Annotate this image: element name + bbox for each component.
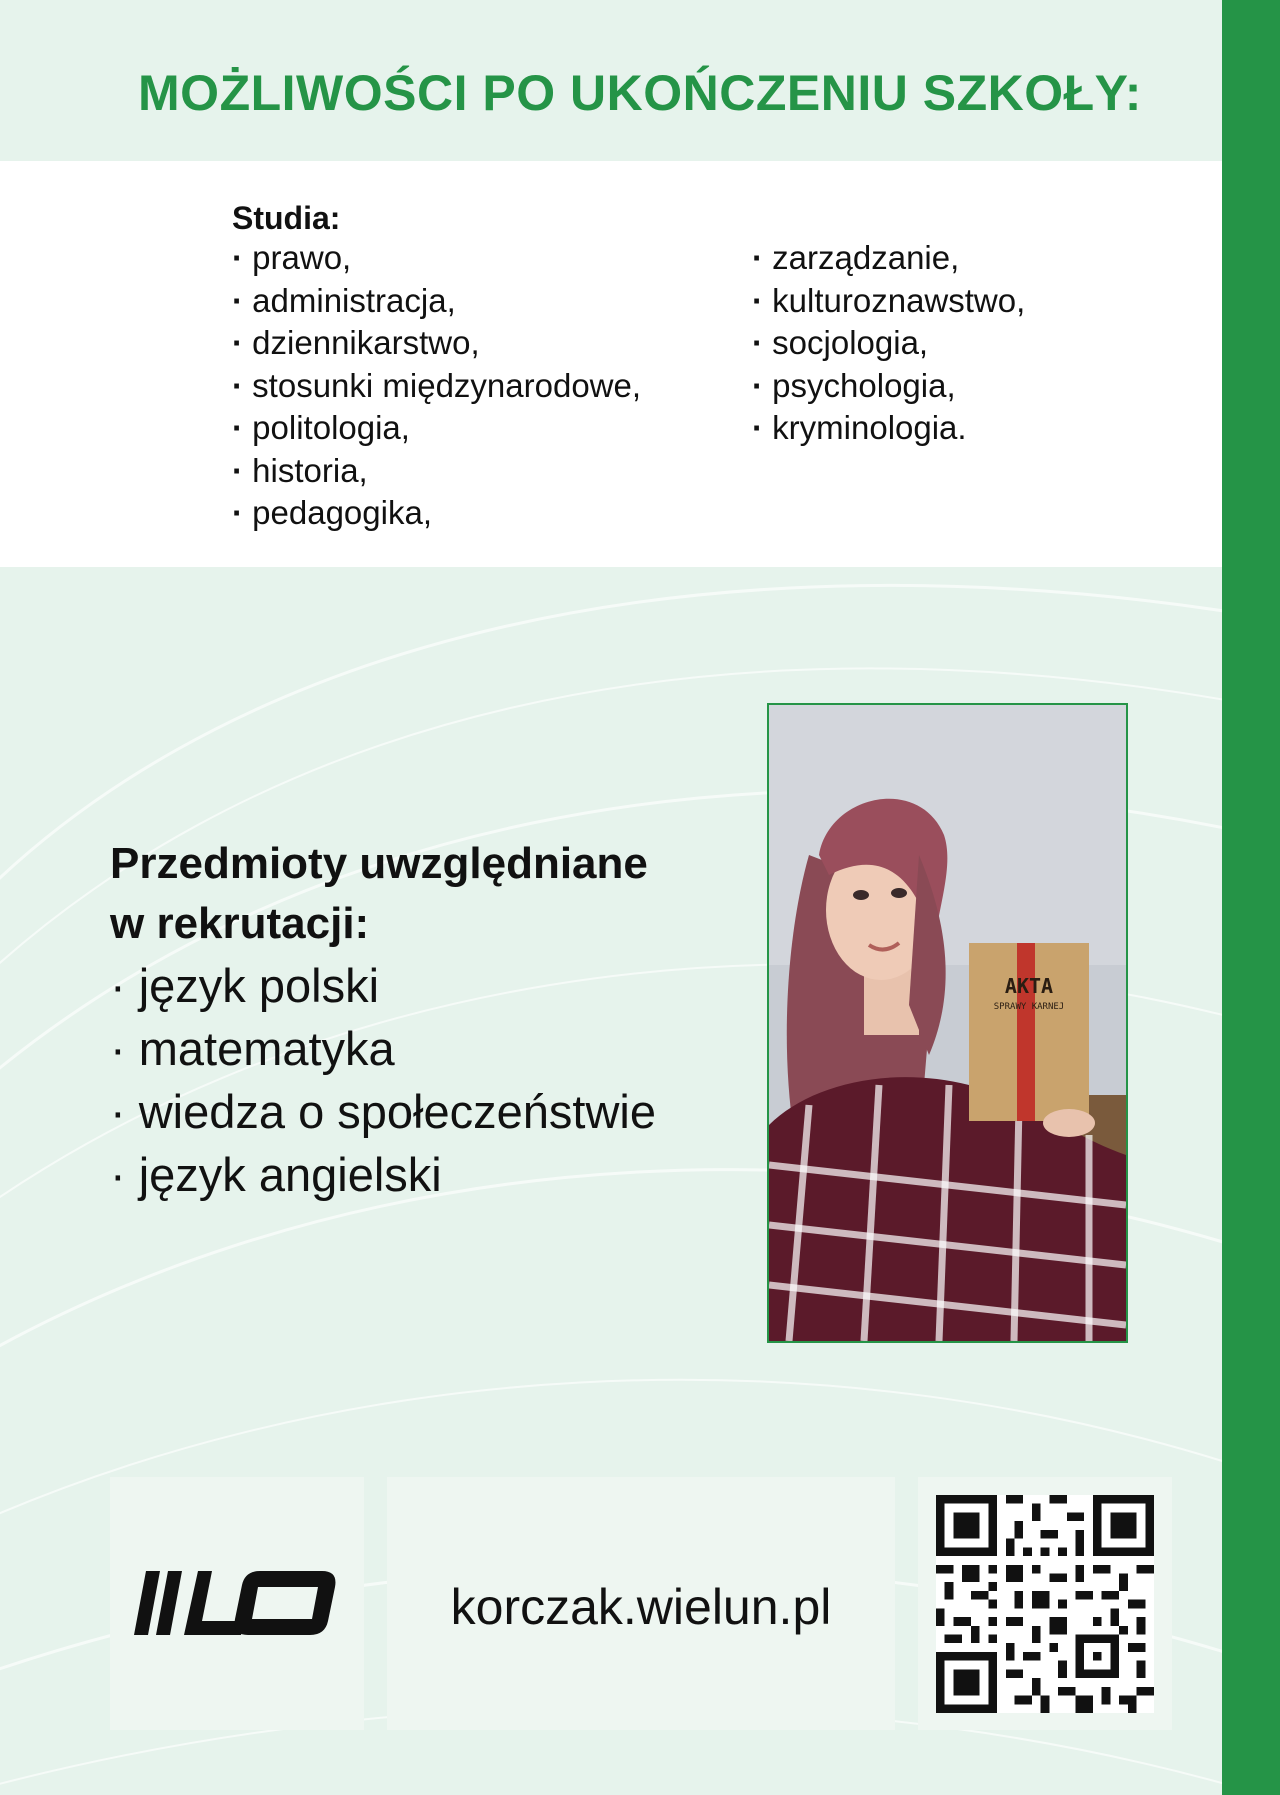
- recruitment-subjects: [110, 834, 750, 1206]
- page-title: MOŻLIWOŚCI PO UKOŃCZENIU SZKOŁY:: [138, 65, 1142, 121]
- photo-illustration: [769, 705, 1126, 1341]
- subjects-heading-line1: Przedmioty uwzględniane: [110, 839, 648, 888]
- list-item: · matematyka: [110, 1017, 750, 1080]
- subjects-heading-line2: w rekrutacji:: [110, 899, 370, 948]
- list-item: · kulturoznawstwo,: [752, 280, 1025, 323]
- qr-code-icon: [936, 1495, 1154, 1713]
- list-item: · administracja,: [232, 280, 641, 323]
- list-item: · politologia,: [232, 407, 641, 450]
- list-item: · socjologia,: [752, 322, 1025, 365]
- list-item: · kryminologia.: [752, 407, 1025, 450]
- student-photo: [767, 703, 1128, 1343]
- studies-heading: Studia:: [232, 200, 341, 236]
- list-item: · stosunki międzynarodowe,: [232, 365, 641, 408]
- list-item: · dziennikarstwo,: [232, 322, 641, 365]
- folder-title: AKTA: [1004, 974, 1054, 998]
- folder-subtitle: SPRAWY KARNEJ: [993, 1002, 1065, 1012]
- list-item: · pedagogika,: [232, 492, 641, 535]
- list-item: · wiedza o społeczeństwie: [110, 1080, 750, 1143]
- subjects-list: [110, 954, 750, 1206]
- studies-list-left: [232, 237, 641, 535]
- list-item: · język angielski: [110, 1143, 750, 1206]
- list-item: · psychologia,: [752, 365, 1025, 408]
- list-item: · język polski: [110, 954, 750, 1017]
- school-logo: [132, 1565, 342, 1641]
- studies-list-right: [752, 237, 1025, 450]
- list-item: · prawo,: [232, 237, 641, 280]
- website-card: [387, 1477, 895, 1730]
- qr-code-card: [918, 1477, 1172, 1730]
- right-accent-bar: [1222, 0, 1280, 1795]
- list-item: · zarządzanie,: [752, 237, 1025, 280]
- subjects-heading: [110, 834, 750, 954]
- list-item: · historia,: [232, 450, 641, 493]
- website-link[interactable]: korczak.wielun.pl: [450, 1579, 832, 1635]
- school-logo-card: [110, 1477, 364, 1730]
